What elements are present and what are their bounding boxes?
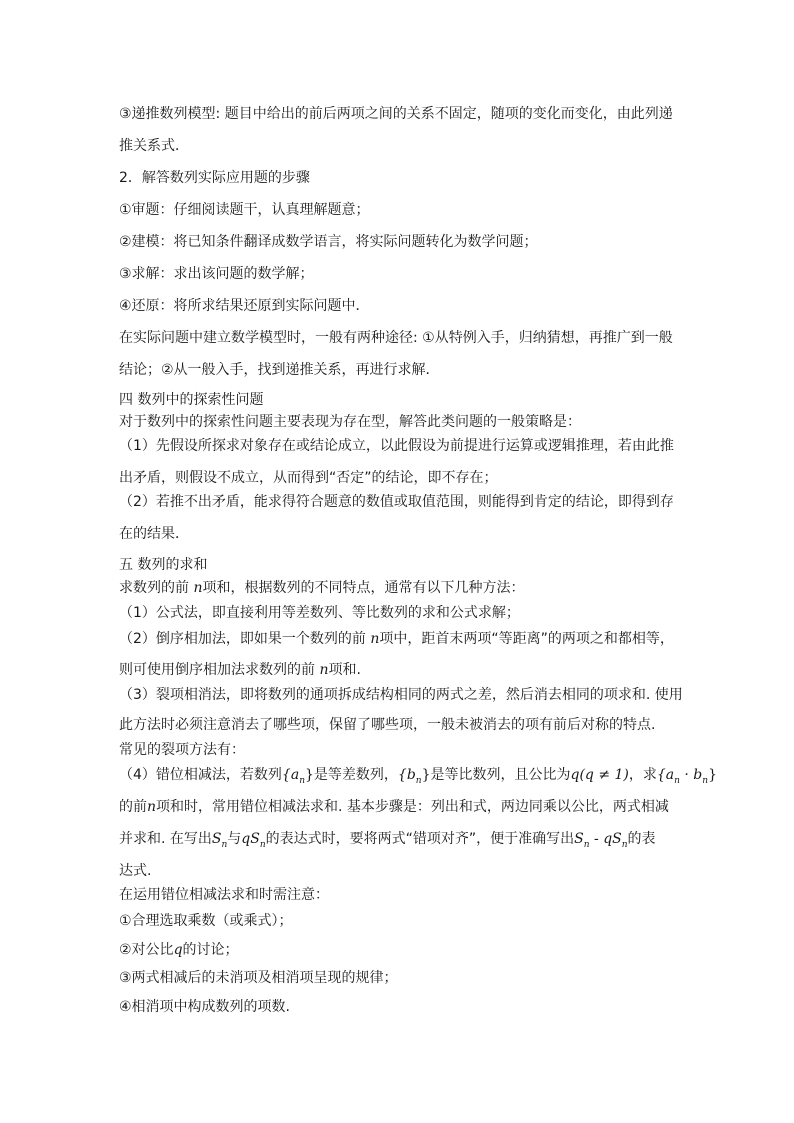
text-line: 则可使用倒序相加法求数列的前 n项和. [119,662,361,678]
text-line: 在的结果． [119,526,189,542]
math-product-sequence: $\{a_n \cdot b_n\}$ [656,767,717,786]
section-heading: 2．解答数列实际应用题的步骤 [119,170,310,186]
math-sequence-b: $\{b_n\}$ [397,767,431,786]
text-line: ③两式相减后的未消项及相消项呈现的规律； [119,970,398,986]
text-line: （1）先假设所探求对象存在或结论成立，以此假设为前提进行运算或逻辑推理，若由此推 [119,438,674,454]
text-line: （2）若推不出矛盾，能求得符合题意的数值或取值范围，则能得到肯定的结论，即得到存 [119,494,674,510]
text-line: 并求和. 在写出$S_n$与$qS_n$的表达式时，要将两式“错项对齐”，便于准确写出$S_n - qS_n$的表 [119,831,656,850]
text-line: 出矛盾，则假设不成立，从而得到“否定”的结论，即不存在； [119,470,498,486]
text-line: ②对公比q的讨论； [119,942,239,958]
section-heading: 五 数列的求和 [119,557,208,573]
math-q: q [173,942,183,958]
text-line: 推关系式． [119,138,189,154]
text-line: 达式. [119,863,152,879]
text-line: （3）裂项相消法，即将数列的通项拆成结构相同的两式之差，然后消去相同的项求和. 使用 [119,687,683,703]
text-line: ①合理选取乘数（或乘式）； [119,913,293,929]
text-line: 在实际问题中建立数学模型时，一般有两种途径: ①从特例入手，归纳猜想，再推广到一般 [119,330,673,346]
math-Sn: $S_n$ [211,831,228,850]
text-line: ②建模：将已知条件翻译成数学语言，将实际问题转化为数学问题； [119,234,538,250]
text-line: 的前n项和时，常用错位相减法求和. 基本步骤是：列出和式，两边同乘以公比，两式相减 [119,799,669,815]
text-line: 常见的裂项方法有： [119,742,245,758]
text-line: 在运用错位相减法求和时需注意： [119,887,329,903]
text-line: （2）倒序相加法，即如果一个数列的前 n项中，距首末两项“等距离”的两项之和都相等， [119,631,674,647]
math-n: n [193,580,203,596]
text-line: 对于数列中的探索性问题主要表现为存在型，解答此类问题的一般策略是： [119,414,581,430]
math-n: n [370,631,380,647]
text-line: ①审题：仔细阅读题干，认真理解题意； [119,202,370,218]
math-sequence-a: $\{a_n\}$ [281,767,314,786]
text-line: ③求解：求出该问题的数学解； [119,266,314,282]
text-line: ④相消项中构成数列的项数. [119,999,291,1015]
math-Sn-minus-qSn: $S_n - qS_n$ [574,831,628,850]
text-line: 求数列的前 n项和，根据数列的不同特点，通常有以下几种方法： [119,580,525,596]
text-line: 结论；②从一般入手，找到递推关系，再进行求解． [119,362,440,378]
math-n: n [319,662,329,678]
math-qSn: $qS_n$ [241,831,266,850]
text-line: （1）公式法，即直接利用等差数列、等比数列的求和公式求解； [119,605,520,621]
text-line: 此方法时必须注意消去了哪些项，保留了哪些项，一般未被消去的项有前后对称的特点. [119,717,656,733]
text-line: （4）错位相减法，若数列$\{a_n\}$是等差数列，$\{b_n\}$是等比数列，且公比为q(q ≠ 1)，求$\{a_n \cdot b_n\}$ [119,767,717,786]
math-n: n [147,799,157,815]
math-ratio-condition: q(q ≠ 1) [570,767,629,783]
text-line: ④还原：将所求结果还原到实际问题中． [119,298,370,314]
section-heading: 四 数列中的探索性问题 [119,392,264,408]
text-line: ③递推数列模型: 题目中给出的前后两项之间的关系不固定，随项的变化而变化，由此列递 [119,106,673,122]
